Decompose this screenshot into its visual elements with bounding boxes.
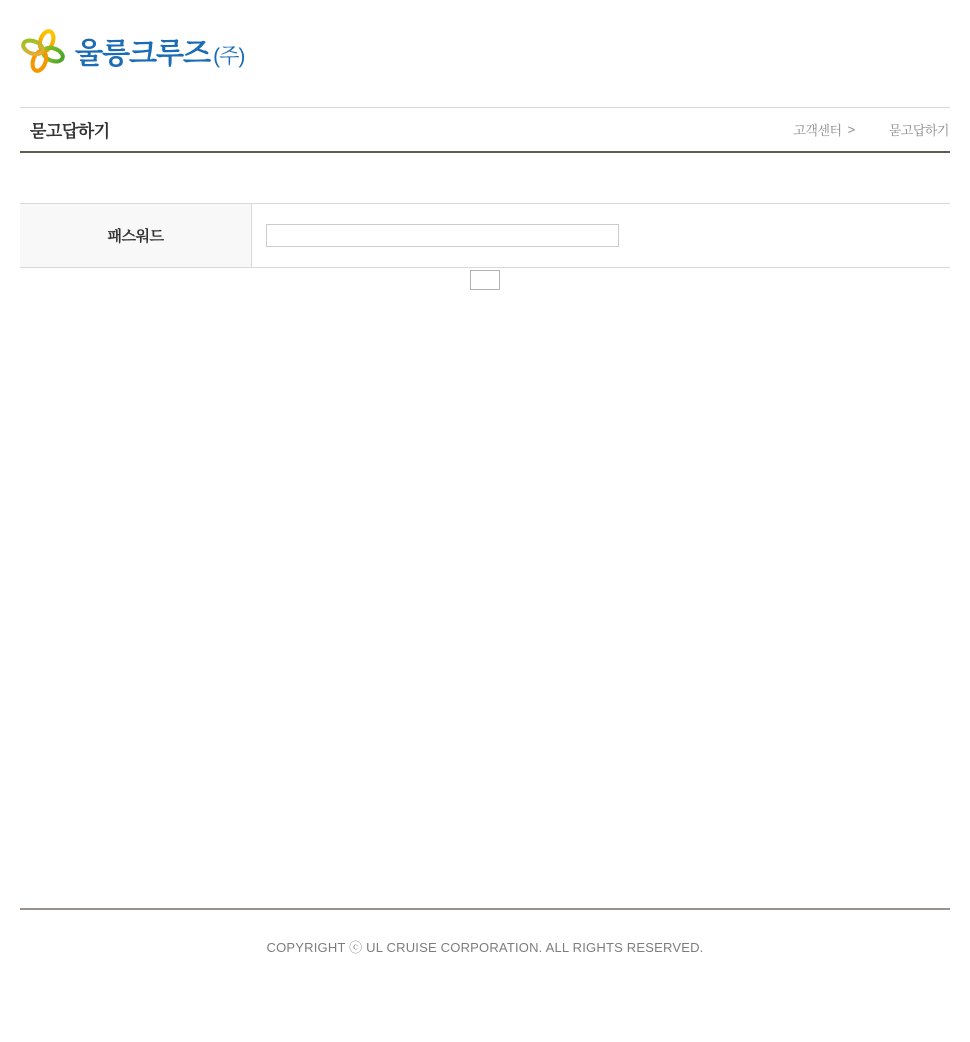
password-cell [252, 204, 950, 267]
breadcrumb-separator: > [847, 122, 855, 137]
page-title: 묻고답하기 [30, 122, 110, 141]
company-logo[interactable] [20, 26, 250, 76]
button-row [20, 270, 950, 292]
breadcrumb [793, 108, 949, 151]
copyright-text: COPYRIGHT ⓒ UL CRUISE CORPORATION. ALL RIGHTS RESERVED. [266, 940, 704, 955]
site-header [20, 0, 950, 76]
pinwheel-logo-icon [20, 26, 66, 76]
submit-button[interactable] [470, 270, 500, 290]
site-footer [20, 908, 950, 956]
company-suffix: (주) [213, 44, 245, 68]
company-logo-text [75, 31, 244, 72]
empty-content-area [20, 292, 950, 908]
breadcrumb-current: 묻고답하기 [888, 123, 949, 138]
company-name: 울릉크루즈 [75, 37, 211, 70]
password-input[interactable] [266, 224, 619, 247]
password-label: 패스워드 [20, 204, 252, 267]
password-form [20, 203, 950, 268]
title-bar [20, 107, 950, 153]
breadcrumb-link-customer-center[interactable]: 고객센터 [793, 123, 842, 138]
